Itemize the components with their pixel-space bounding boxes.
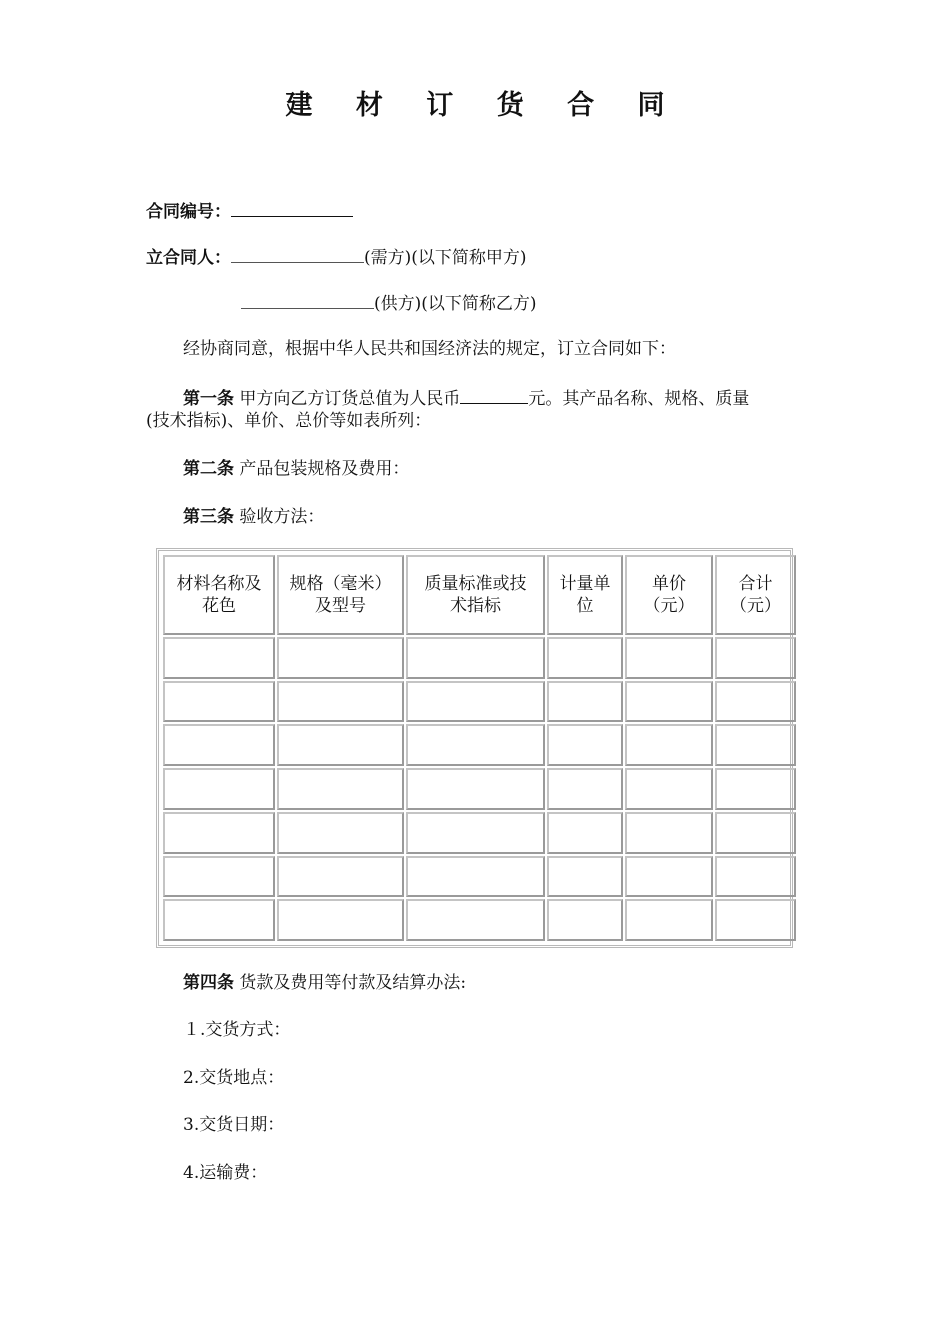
table-cell[interactable]: [163, 768, 275, 810]
article-4-text: 货款及费用等付款及结算办法:: [239, 973, 467, 993]
header-total: 合计 （元）: [715, 555, 796, 635]
table-cell[interactable]: [163, 724, 275, 766]
table-cell[interactable]: [406, 899, 545, 941]
header-specification: 规格（毫米） 及型号: [277, 555, 404, 635]
table-row: [163, 637, 796, 679]
table-cell[interactable]: [277, 899, 404, 941]
table-cell[interactable]: [406, 681, 545, 723]
table-row: [163, 812, 796, 854]
table-cell[interactable]: [163, 637, 275, 679]
header-material-name: 材料名称及 花色: [163, 555, 275, 635]
article-3-label: 第三条: [183, 507, 234, 527]
table-cell[interactable]: [715, 637, 796, 679]
buyer-suffix: (需方)(以下简称甲方): [364, 248, 527, 268]
parties-label: 立合同人：: [146, 248, 231, 268]
table-cell[interactable]: [277, 812, 404, 854]
intro-text: 经协商同意，根据中华人民共和国经济法的规定，订立合同如下：: [183, 339, 676, 359]
table-cell[interactable]: [547, 681, 623, 723]
seller-party-line: [241, 290, 537, 316]
table-cell[interactable]: [163, 812, 275, 854]
article-1-line-1: [183, 385, 749, 411]
article-1-text-before: 甲方向乙方订货总值为人民币: [239, 389, 461, 409]
table-cell[interactable]: [625, 637, 713, 679]
table-cell[interactable]: [163, 899, 275, 941]
table-cell[interactable]: [547, 856, 623, 898]
article-3-line: [183, 505, 324, 529]
article-1-text-after: 元。其产品名称、规格、质量: [528, 389, 750, 409]
table-cell[interactable]: [406, 768, 545, 810]
table-cell[interactable]: [625, 681, 713, 723]
buyer-party-line: [146, 244, 527, 270]
table-cell[interactable]: [625, 768, 713, 810]
article-4-line: [183, 971, 466, 995]
table-row: [163, 681, 796, 723]
table-cell[interactable]: [277, 681, 404, 723]
table-cell[interactable]: [715, 812, 796, 854]
article-2-line: [183, 457, 409, 481]
table-cell[interactable]: [625, 812, 713, 854]
table-cell[interactable]: [715, 899, 796, 941]
goods-table-frame: [156, 548, 793, 948]
table-cell[interactable]: [547, 724, 623, 766]
table-cell[interactable]: [715, 856, 796, 898]
header-quality-standard: 质量标准或技 术指标: [406, 555, 545, 635]
table-cell[interactable]: [625, 856, 713, 898]
item-delivery-method: １.交货方式：: [183, 1020, 291, 1040]
contract-number-line: [146, 198, 353, 224]
article-1-line-2: (技术指标)、单价、总价等如表所列：: [146, 411, 432, 431]
table-cell[interactable]: [277, 856, 404, 898]
article-4-label: 第四条: [183, 973, 234, 993]
article-3-text: 验收方法：: [239, 507, 325, 527]
table-row: [163, 856, 796, 898]
seller-suffix: (供方)(以下简称乙方): [374, 294, 537, 314]
table-cell[interactable]: [547, 899, 623, 941]
seller-name-blank[interactable]: [241, 290, 374, 309]
table-cell[interactable]: [625, 724, 713, 766]
table-cell[interactable]: [277, 768, 404, 810]
table-cell[interactable]: [406, 812, 545, 854]
buyer-name-blank[interactable]: [231, 244, 364, 263]
article-2-text: 产品包装规格及费用：: [239, 459, 410, 479]
table-cell[interactable]: [547, 637, 623, 679]
table-row: [163, 899, 796, 941]
table-cell[interactable]: [277, 724, 404, 766]
item-transport-fee: 4.运输费：: [183, 1163, 268, 1183]
table-cell[interactable]: [547, 768, 623, 810]
table-cell[interactable]: [406, 856, 545, 898]
header-unit: 计量单 位: [547, 555, 623, 635]
item-delivery-date: 3.交货日期：: [183, 1115, 285, 1135]
contract-title: 建 材 订 货 合 同: [285, 90, 682, 121]
table-header-row: [163, 555, 796, 635]
total-amount-blank[interactable]: [460, 385, 528, 404]
article-2-label: 第二条: [183, 459, 234, 479]
table-row: [163, 768, 796, 810]
goods-table: [161, 553, 798, 943]
item-delivery-location: 2.交货地点：: [183, 1068, 285, 1088]
table-cell[interactable]: [715, 768, 796, 810]
contract-number-label: 合同编号：: [146, 202, 231, 222]
contract-number-blank[interactable]: [231, 198, 353, 217]
table-cell[interactable]: [277, 637, 404, 679]
article-1-label: 第一条: [183, 389, 234, 409]
table-cell[interactable]: [715, 681, 796, 723]
table-row: [163, 724, 796, 766]
table-cell[interactable]: [163, 856, 275, 898]
table-cell[interactable]: [406, 637, 545, 679]
table-cell[interactable]: [547, 812, 623, 854]
table-cell[interactable]: [625, 899, 713, 941]
table-cell[interactable]: [406, 724, 545, 766]
header-unit-price: 单价 （元）: [625, 555, 713, 635]
table-cell[interactable]: [163, 681, 275, 723]
table-cell[interactable]: [715, 724, 796, 766]
